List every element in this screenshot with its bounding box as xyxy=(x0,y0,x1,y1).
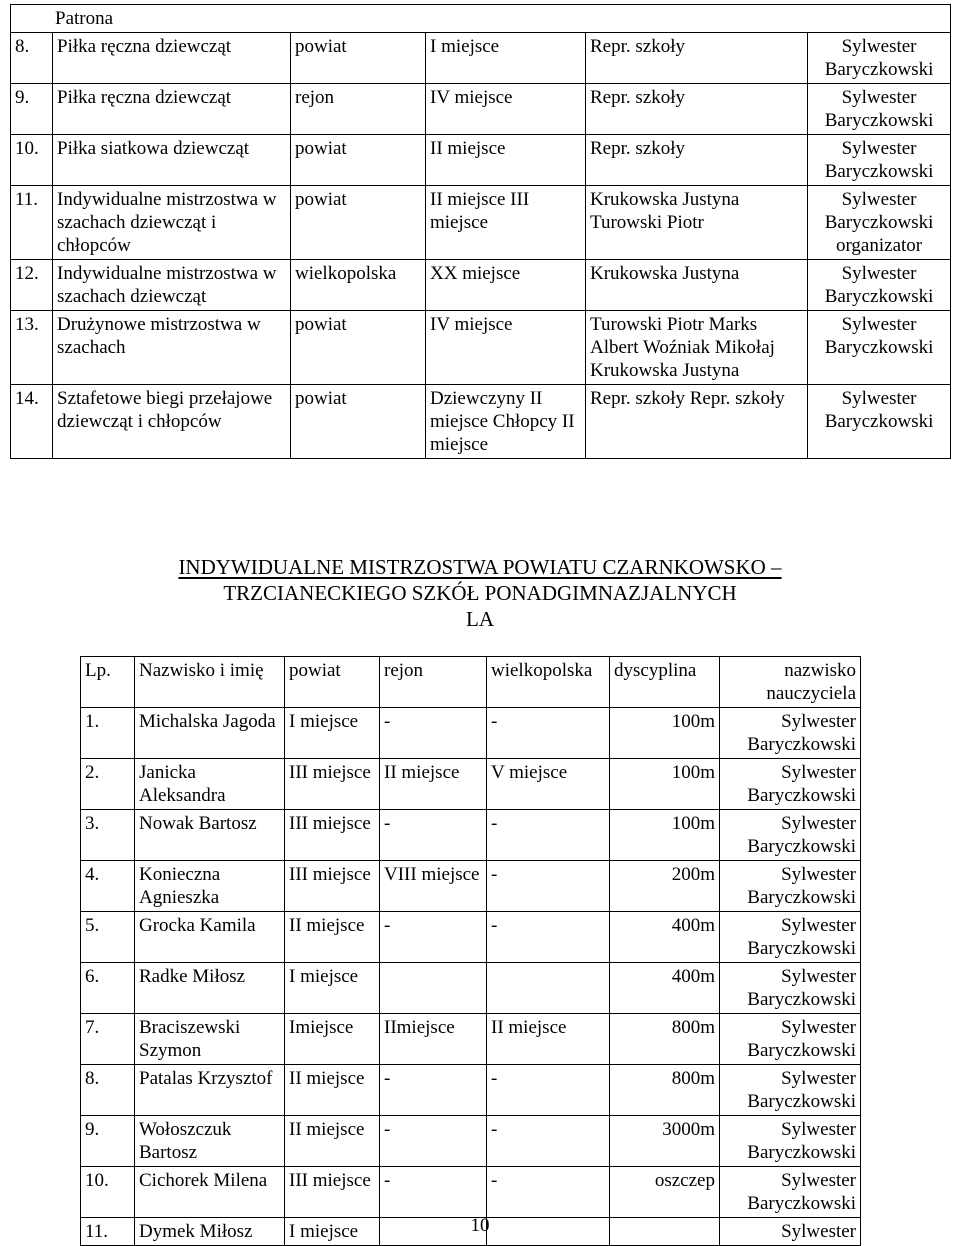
wielkopolska-result: - xyxy=(487,810,610,861)
powiat-result: II miejsce xyxy=(285,1116,380,1167)
row-number: 13. xyxy=(11,311,53,385)
athlete-name: Nowak Bartosz xyxy=(135,810,285,861)
teacher: Sylwester Baryczkowski xyxy=(808,260,951,311)
powiat-result: II miejsce xyxy=(285,912,380,963)
row-number: 11. xyxy=(11,186,53,260)
table-row xyxy=(81,810,861,861)
level: rejon xyxy=(291,84,426,135)
athlete-name: Dymek Miłosz xyxy=(135,1218,285,1246)
level: powiat xyxy=(291,33,426,84)
participants: Repr. szkoły xyxy=(586,33,808,84)
participants: Repr. szkoły xyxy=(586,135,808,186)
lp: 5. xyxy=(81,912,135,963)
lp: 7. xyxy=(81,1014,135,1065)
section-title-line3: LA xyxy=(466,607,494,631)
rejon-result: - xyxy=(380,1116,487,1167)
rejon-result: - xyxy=(380,1167,487,1218)
discipline: 400m xyxy=(610,963,720,1014)
teacher: Sylwester Baryczkowski xyxy=(720,963,861,1014)
lp: 10. xyxy=(81,1167,135,1218)
teacher: Sylwester xyxy=(720,1218,861,1246)
powiat-result: III miejsce xyxy=(285,1167,380,1218)
page-number: 10 xyxy=(470,1215,490,1236)
results-header-row xyxy=(81,657,861,708)
lp: 9. xyxy=(81,1116,135,1167)
level: powiat xyxy=(291,311,426,385)
lp: 4. xyxy=(81,861,135,912)
wielkopolska-result: - xyxy=(487,708,610,759)
rejon-result: - xyxy=(380,912,487,963)
powiat-result: III miejsce xyxy=(285,810,380,861)
discipline: Piłka siatkowa dziewcząt xyxy=(53,135,291,186)
lp: 8. xyxy=(81,1065,135,1116)
wielkopolska-result xyxy=(487,963,610,1014)
teacher: Sylwester Baryczkowski xyxy=(720,912,861,963)
wielkopolska-result: - xyxy=(487,912,610,963)
discipline: 200m xyxy=(610,861,720,912)
athlete-name: Michalska Jagoda xyxy=(135,708,285,759)
section-title xyxy=(0,554,960,632)
teacher: Sylwester Baryczkowski xyxy=(720,1116,861,1167)
header-lp: Lp. xyxy=(81,657,135,708)
header-wielkopolska: wielkopolska xyxy=(487,657,610,708)
table-row xyxy=(11,135,951,186)
athlete-name: Patalas Krzysztof xyxy=(135,1065,285,1116)
lp: 6. xyxy=(81,963,135,1014)
wielkopolska-result: II miejsce xyxy=(487,1014,610,1065)
row-number: 10. xyxy=(11,135,53,186)
header-powiat: powiat xyxy=(285,657,380,708)
athlete-name: Janicka Aleksandra xyxy=(135,759,285,810)
participants: Krukowska Justyna Turowski Piotr xyxy=(586,186,808,260)
athlete-name: Wołoszczuk Bartosz xyxy=(135,1116,285,1167)
athlete-name: Braciszewski Szymon xyxy=(135,1014,285,1065)
table-row xyxy=(11,33,951,84)
table-row xyxy=(11,186,951,260)
athlete-name: Radke Miłosz xyxy=(135,963,285,1014)
discipline: Drużynowe mistrzostwa w szachach xyxy=(53,311,291,385)
rejon-result xyxy=(380,963,487,1014)
rejon-result: II miejsce xyxy=(380,759,487,810)
results-table xyxy=(80,656,861,1246)
rejon-result: - xyxy=(380,1065,487,1116)
header-name: Nazwisko i imię xyxy=(135,657,285,708)
top-fragment: Patrona xyxy=(11,5,951,33)
table-row xyxy=(81,1065,861,1116)
place: Dziewczyny II miejsce Chłopcy II miejsce xyxy=(426,385,586,459)
powiat-result: Imiejsce xyxy=(285,1014,380,1065)
section-title-line1: INDYWIDUALNE MISTRZOSTWA POWIATU CZARNKOWSKO – xyxy=(178,555,782,579)
discipline: 400m xyxy=(610,912,720,963)
table-row xyxy=(11,260,951,311)
wielkopolska-result: - xyxy=(487,1116,610,1167)
level: powiat xyxy=(291,385,426,459)
level: wielkopolska xyxy=(291,260,426,311)
table-row xyxy=(11,84,951,135)
place: IV miejsce xyxy=(426,84,586,135)
wielkopolska-result: - xyxy=(487,861,610,912)
rejon-result: IImiejsce xyxy=(380,1014,487,1065)
place: IV miejsce xyxy=(426,311,586,385)
participants: Repr. szkoły Repr. szkoły xyxy=(586,385,808,459)
discipline: Indywidualne mistrzostwa w szachach dziewcząt i chłopców xyxy=(53,186,291,260)
table-row xyxy=(81,912,861,963)
table-row xyxy=(81,1167,861,1218)
discipline: 800m xyxy=(610,1014,720,1065)
lp: 2. xyxy=(81,759,135,810)
row-number: 9. xyxy=(11,84,53,135)
participants: Krukowska Justyna xyxy=(586,260,808,311)
powiat-result: I miejsce xyxy=(285,708,380,759)
teacher: Sylwester Baryczkowski xyxy=(808,385,951,459)
discipline: Piłka ręczna dziewcząt xyxy=(53,84,291,135)
powiat-result: I miejsce xyxy=(285,963,380,1014)
wielkopolska-result: - xyxy=(487,1065,610,1116)
discipline: Piłka ręczna dziewcząt xyxy=(53,33,291,84)
teacher: Sylwester Baryczkowski organizator xyxy=(808,186,951,260)
table-row xyxy=(11,311,951,385)
discipline: Sztafetowe biegi przełajowe dziewcząt i chłopców xyxy=(53,385,291,459)
teacher: Sylwester Baryczkowski xyxy=(720,1065,861,1116)
teacher: Sylwester Baryczkowski xyxy=(808,311,951,385)
teacher: Sylwester Baryczkowski xyxy=(808,135,951,186)
table-row xyxy=(81,1116,861,1167)
powiat-result: II miejsce xyxy=(285,1065,380,1116)
level: powiat xyxy=(291,135,426,186)
teacher: Sylwester Baryczkowski xyxy=(720,1167,861,1218)
section-title-line2: TRZCIANECKIEGO SZKÓŁ PONADGIMNAZJALNYCH xyxy=(223,581,737,605)
teacher: Sylwester Baryczkowski xyxy=(720,708,861,759)
competitions-table xyxy=(10,4,951,459)
lp: 11. xyxy=(81,1218,135,1246)
athlete-name: Cichorek Milena xyxy=(135,1167,285,1218)
wielkopolska-result: - xyxy=(487,1167,610,1218)
teacher: Sylwester Baryczkowski xyxy=(720,759,861,810)
place: II miejsce xyxy=(426,135,586,186)
participants: Turowski Piotr Marks Albert Woźniak Mikołaj Krukowska Justyna xyxy=(586,311,808,385)
table-row xyxy=(81,1014,861,1065)
wielkopolska-result: V miejsce xyxy=(487,759,610,810)
rejon-result: - xyxy=(380,708,487,759)
teacher: Sylwester Baryczkowski xyxy=(720,810,861,861)
teacher: Sylwester Baryczkowski xyxy=(808,84,951,135)
table-row xyxy=(81,963,861,1014)
teacher: Sylwester Baryczkowski xyxy=(720,1014,861,1065)
header-teacher: nazwisko nauczyciela xyxy=(720,657,861,708)
discipline: 800m xyxy=(610,1065,720,1116)
row-number: 8. xyxy=(11,33,53,84)
participants: Repr. szkoły xyxy=(586,84,808,135)
discipline: Indywidualne mistrzostwa w szachach dziewcząt xyxy=(53,260,291,311)
table-row xyxy=(11,5,951,33)
rejon-result: - xyxy=(380,810,487,861)
row-number: 14. xyxy=(11,385,53,459)
table-row xyxy=(81,861,861,912)
powiat-result: III miejsce xyxy=(285,861,380,912)
powiat-result: III miejsce xyxy=(285,759,380,810)
row-number: 12. xyxy=(11,260,53,311)
discipline: 100m xyxy=(610,759,720,810)
athlete-name: Grocka Kamila xyxy=(135,912,285,963)
powiat-result: I miejsce xyxy=(285,1218,380,1246)
teacher: Sylwester Baryczkowski xyxy=(808,33,951,84)
discipline: oszczep xyxy=(610,1167,720,1218)
lp: 3. xyxy=(81,810,135,861)
teacher: Sylwester Baryczkowski xyxy=(720,861,861,912)
athlete-name: Konieczna Agnieszka xyxy=(135,861,285,912)
table-row xyxy=(11,385,951,459)
discipline: 100m xyxy=(610,810,720,861)
lp: 1. xyxy=(81,708,135,759)
table-row xyxy=(81,708,861,759)
place: XX miejsce xyxy=(426,260,586,311)
level: powiat xyxy=(291,186,426,260)
discipline: 3000m xyxy=(610,1116,720,1167)
place: II miejsce III miejsce xyxy=(426,186,586,260)
discipline: 100m xyxy=(610,708,720,759)
place: I miejsce xyxy=(426,33,586,84)
header-dyscyplina: dyscyplina xyxy=(610,657,720,708)
table-row xyxy=(81,759,861,810)
header-rejon: rejon xyxy=(380,657,487,708)
rejon-result: VIII miejsce xyxy=(380,861,487,912)
